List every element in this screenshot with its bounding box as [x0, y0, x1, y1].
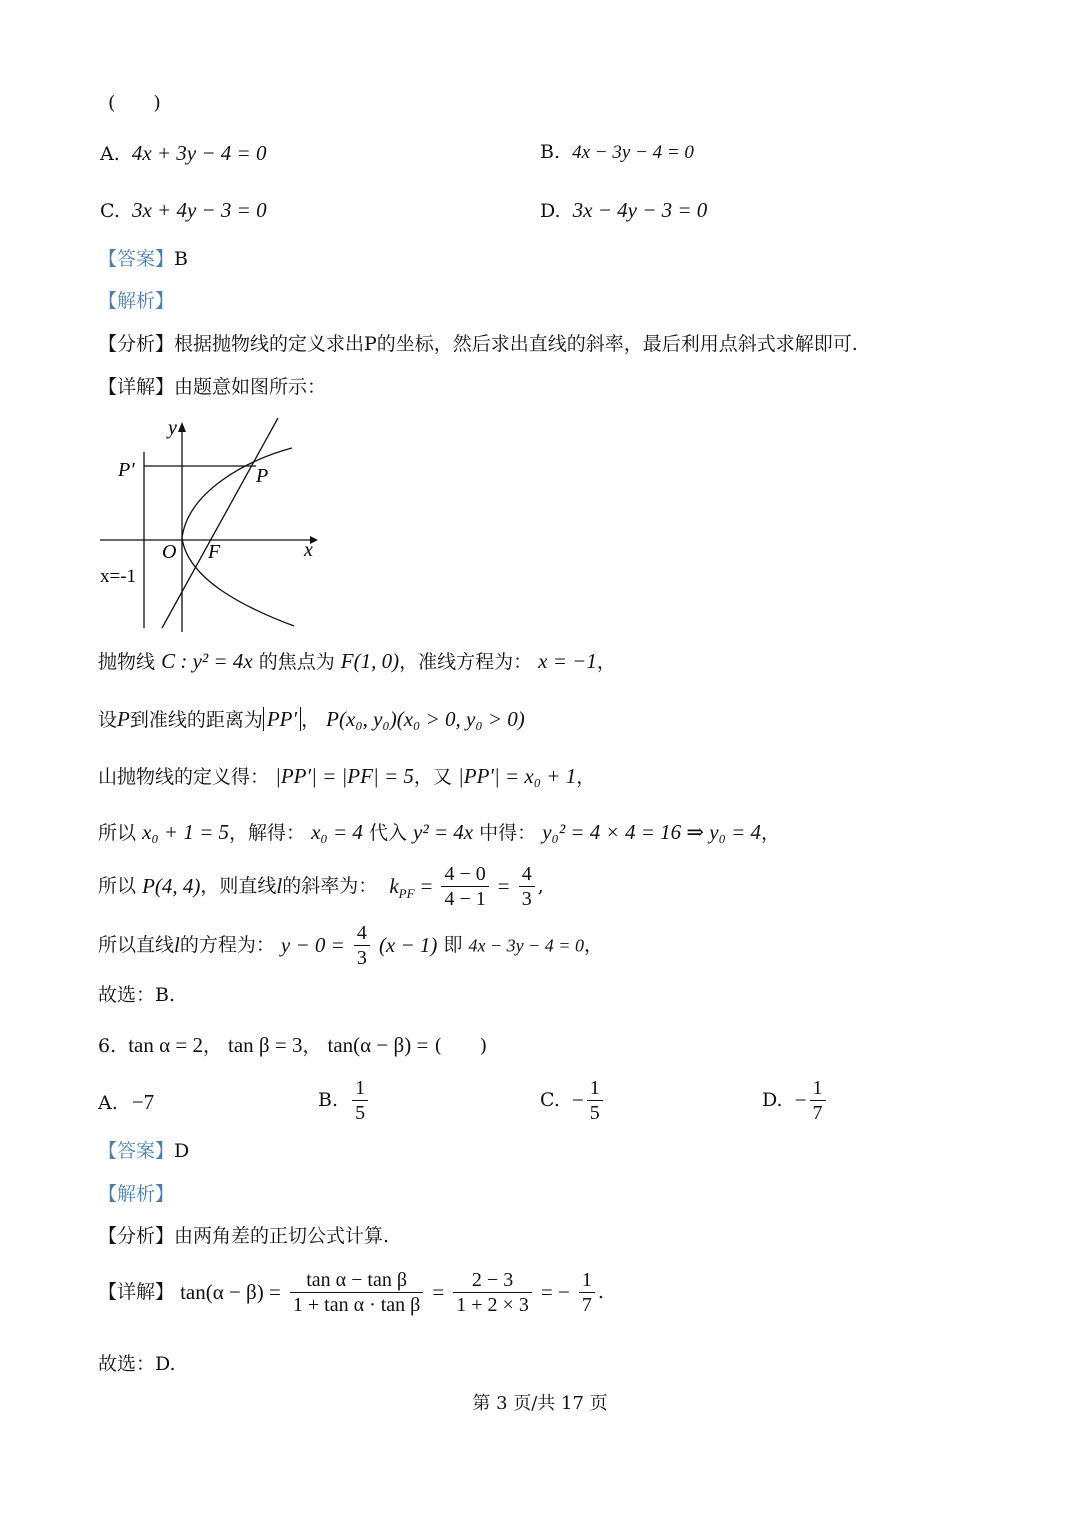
fenxi-tag: 【分析】: [98, 333, 175, 355]
step-6-text-a: 所以直线: [98, 934, 175, 956]
q6-option-c-den: 5: [589, 1102, 600, 1124]
step-6-text-b: 的方程为：: [179, 934, 275, 956]
answer-value: B: [174, 248, 188, 270]
step-4-math-3: y² = 4x: [413, 820, 474, 844]
step-1-text-a: 抛物线: [98, 651, 156, 673]
step-4-text-b: ，解得：: [229, 822, 306, 844]
q6-analysis-tag: [98, 1185, 174, 1204]
q6-paren: ( ): [434, 1035, 488, 1057]
option-d: [540, 200, 707, 221]
step-5-text-b: ，则直线: [200, 875, 277, 897]
step-4-math-2: x₀ = 4: [311, 820, 363, 844]
label-y: y: [168, 417, 177, 439]
q6-detail-frac-3-den: 7: [581, 1294, 592, 1316]
step-3: [98, 766, 595, 787]
label-x: x: [304, 539, 313, 561]
q6-option-c: [540, 1076, 606, 1125]
q6-option-d-sign: −: [794, 1088, 807, 1112]
step-1-math-1: C : y² = 4x: [161, 649, 253, 673]
step-6-line-l: l: [174, 933, 180, 957]
q6-detail-end: .: [597, 1281, 604, 1303]
label-P-prime: P′: [118, 459, 135, 481]
label-P: P: [256, 465, 269, 487]
step-5-frac-1: [441, 862, 488, 911]
step-1-text-b: 的焦点为: [258, 651, 335, 673]
step-5-k-sub: PF: [398, 886, 415, 902]
step-5-text-c: 的斜率为：: [282, 875, 378, 897]
q6-fenxi-line: [98, 1227, 389, 1246]
q6-option-b-frac: [352, 1076, 368, 1125]
q6-answer-value: D: [174, 1140, 190, 1162]
q6-fenxi-text: 由两角差的正切公式计算.: [174, 1225, 390, 1247]
step-5-math-1: P(4, 4): [142, 874, 201, 898]
step-5-frac-2-num: 4: [519, 862, 535, 887]
q6-detail-lhs: tan(α − β) =: [180, 1280, 281, 1304]
q6-stem-math-3: tan(α − β) =: [327, 1033, 429, 1057]
option-a: [100, 143, 266, 164]
q6-detail-tag: 【详解】: [98, 1281, 175, 1303]
q6-detail-eq-2: = −: [540, 1280, 570, 1304]
q6-stem-math-2: tan β = 3: [228, 1033, 303, 1057]
answer-line: [98, 250, 188, 269]
q5-conclusion: 故选：B.: [98, 984, 176, 1006]
q6-answer-tag: 【答案】: [98, 1140, 175, 1162]
step-6-math-1: y − 0 =: [280, 933, 345, 957]
option-a-text: 4x + 3y − 4 = 0: [131, 141, 267, 165]
q6-option-a-label: A.: [98, 1092, 118, 1114]
step-2-text-a: 设: [98, 709, 118, 731]
step-5-frac-2: [519, 862, 535, 911]
answer-tag: 【答案】: [98, 248, 175, 270]
fenxi-line: [98, 335, 858, 354]
y-axis-arrow: [178, 422, 186, 432]
q6-option-d-num: 1: [810, 1076, 826, 1101]
step-2: [98, 709, 525, 730]
step-6-frac: [354, 921, 370, 970]
q6-detail-frac-2: [453, 1268, 532, 1317]
step-5-end: ,: [537, 875, 544, 897]
q6-option-c-frac: [587, 1076, 603, 1125]
step-1-text-c: ，准线方程为：: [399, 651, 533, 673]
step-4-text-c: 代入: [368, 822, 407, 844]
q6-option-d-den: 7: [812, 1102, 823, 1124]
q6-detail-frac-1: [290, 1268, 423, 1317]
option-d-text: 3x − 4y − 3 = 0: [572, 198, 708, 222]
option-b-text: 4x − 3y − 4 = 0: [572, 142, 694, 163]
analysis-tag: [98, 292, 174, 311]
step-5-frac-1-den: 4 − 1: [444, 888, 486, 910]
q6-stem: [98, 1035, 487, 1056]
label-F: F: [208, 541, 221, 563]
step-1-text-d: ，: [596, 651, 616, 673]
q6-option-a: [98, 1092, 154, 1113]
label-directrix: x=-1: [100, 566, 137, 587]
step-6-frac-num: 4: [354, 921, 370, 946]
step-1-math-3: x = −1: [538, 649, 597, 673]
q6-option-b-label: B.: [318, 1089, 339, 1111]
step-5-k: k: [389, 874, 399, 898]
q6-detail-frac-3: [579, 1268, 595, 1317]
step-5-line-l: l: [276, 874, 283, 898]
q6-detail-frac-1-den: 1 + tan α · tan β: [292, 1294, 421, 1316]
option-c: [100, 200, 267, 221]
q6-detail-frac-3-num: 1: [579, 1268, 595, 1293]
step-5-eq-2: =: [497, 874, 510, 898]
step-4-math-1: x₀ + 1 = 5: [142, 820, 230, 844]
q6-detail-frac-2-den: 1 + 2 × 3: [456, 1294, 529, 1316]
step-3-math-2: |PP′| = x₀ + 1: [457, 764, 577, 788]
question-paren: ( ): [108, 92, 161, 114]
step-2-text-c: ，: [301, 709, 321, 731]
q6-sep-2: ，: [302, 1035, 322, 1057]
option-a-label: A.: [100, 143, 120, 165]
page-footer: 第 3 页/共 17 页: [472, 1393, 608, 1414]
option-b: [540, 143, 694, 162]
q6-analysis-tag-text: 【解析】: [98, 1183, 175, 1205]
step-5-text-a: 所以: [98, 875, 137, 897]
step-5-frac-1-num: 4 − 0: [441, 862, 488, 887]
parabola-curve: [182, 448, 294, 626]
q6-detail-frac-2-num: 2 − 3: [453, 1268, 532, 1293]
step-3-text-a: 山抛物线的定义得：: [98, 766, 270, 788]
step-4-math-4: y₀² = 4 × 4 = 16 ⇒ y₀ = 4: [542, 820, 762, 844]
step-4: [98, 822, 780, 843]
step-4-text-e: ，: [761, 822, 781, 844]
step-4-text-a: 所以: [98, 822, 137, 844]
q6-option-c-sign: −: [571, 1088, 584, 1112]
q6-detail-frac-1-num: tan α − tan β: [290, 1268, 423, 1293]
q6-option-c-label: C.: [540, 1089, 560, 1111]
q6-option-d-frac: [810, 1076, 826, 1125]
step-6-math-3: 4x − 3y − 4 = 0: [468, 935, 584, 956]
step-4-text-d: 中得：: [479, 822, 537, 844]
q6-answer-line: [98, 1142, 189, 1161]
line-l: [162, 418, 278, 628]
detail-tag: 【详解】: [98, 376, 175, 398]
q6-option-a-value: −7: [131, 1090, 155, 1114]
q6-option-b-num: 1: [352, 1076, 368, 1101]
step-3-text-b: ，又: [413, 766, 452, 788]
step-5-eq: =: [420, 874, 433, 898]
analysis-tag-text: 【解析】: [98, 290, 175, 312]
step-5-frac-2-den: 3: [521, 888, 532, 910]
step-6-math-2: (x − 1): [378, 933, 438, 957]
q6-conclusion: 故选：D.: [98, 1353, 176, 1375]
step-3-text-c: ，: [576, 766, 596, 788]
q6-option-c-num: 1: [587, 1076, 603, 1101]
label-O: O: [162, 541, 177, 563]
step-2-math: P(x₀, y₀)(x₀ > 0, y₀ > 0): [326, 707, 525, 731]
step-2-text-b: 到准线的距离为: [129, 709, 263, 731]
step-2-point-p: P: [117, 707, 130, 731]
q6-option-b: [318, 1076, 371, 1125]
q6-number: 6.: [98, 1035, 117, 1057]
q6-stem-math-1: tan α = 2: [128, 1033, 203, 1057]
step-2-abs: PP′: [263, 707, 301, 731]
step-1-math-2: F(1, 0): [340, 649, 400, 673]
option-d-label: D.: [540, 200, 561, 222]
parabola-figure: [96, 412, 326, 636]
step-6-text-d: ，: [583, 934, 603, 956]
q6-option-b-den: 5: [355, 1102, 366, 1124]
option-c-text: 3x + 4y − 3 = 0: [131, 198, 267, 222]
option-b-label: B.: [540, 141, 561, 163]
q6-sep-1: ，: [202, 1035, 222, 1057]
q6-detail-line: [98, 1268, 604, 1317]
fenxi-text: 根据抛物线的定义求出P的坐标，然后求出直线的斜率，最后利用点斜式求解即可.: [174, 333, 858, 355]
step-6: [98, 921, 603, 970]
detail-line: [98, 378, 326, 397]
detail-intro: 由题意如图所示：: [174, 376, 327, 398]
q6-detail-eq: =: [432, 1280, 445, 1304]
q6-fenxi-tag: 【分析】: [98, 1225, 175, 1247]
q6-option-d: [762, 1076, 829, 1125]
option-c-label: C.: [100, 200, 120, 222]
step-6-text-c: 即: [443, 934, 463, 956]
step-1: [98, 651, 616, 672]
q6-option-d-label: D.: [762, 1089, 783, 1111]
step-6-frac-den: 3: [356, 947, 367, 969]
step-3-math-1: |PP′| = |PF| = 5: [275, 764, 414, 788]
step-5: [98, 862, 544, 911]
step-5-slope: [389, 874, 415, 902]
